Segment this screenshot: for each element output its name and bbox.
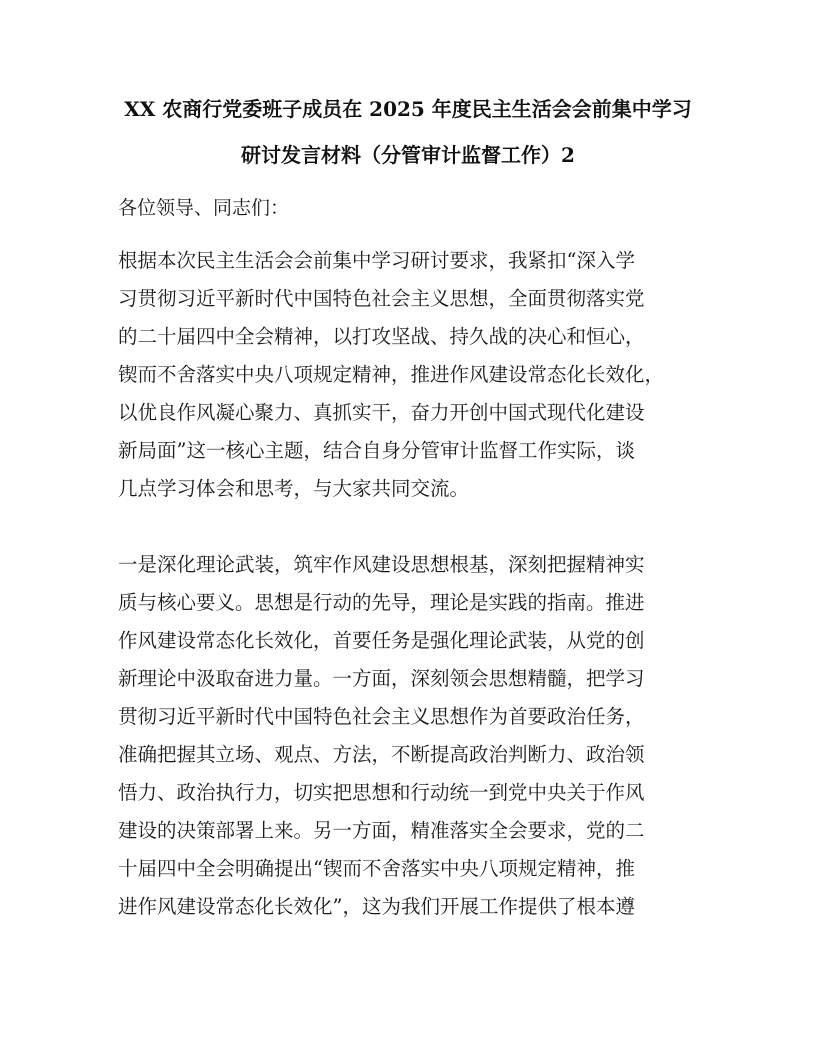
paragraph-line: 作风建设常态化长效化，首要任务是强化理论武装，从党的创 — [118, 629, 645, 652]
paragraph-line: 悟力、政治执行力，切实把思想和行动统一到党中央关于作风 — [118, 781, 645, 804]
paragraph-line: 的二十届四中全会精神，以打攻坚战、持久战的决心和恒心， — [118, 325, 645, 348]
paragraph-line: 锲而不舍落实中央八项规定精神，推进作风建设常态化长效化， — [118, 363, 665, 386]
paragraph-point-one — [118, 546, 718, 926]
paragraph-intro — [118, 242, 718, 508]
paragraph-line: 准确把握其立场、观点、方法，不断提高政治判断力、政治领 — [118, 743, 645, 766]
salutation: 各位领导、同志们： — [118, 197, 290, 219]
paragraph-line: 几点学习体会和思考，与大家共同交流。 — [118, 477, 470, 500]
paragraph-line: 新理论中汲取奋进力量。一方面，深刻领会思想精髓，把学习 — [118, 667, 645, 690]
paragraph-line: 一是深化理论武装，筑牢作风建设思想根基，深刻把握精神实 — [118, 553, 645, 576]
paragraph-line: 根据本次民主生活会会前集中学习研讨要求，我紧扣“深入学 — [118, 249, 635, 272]
paragraph-line: 建设的决策部署上来。另一方面，精准落实全会要求，党的二 — [118, 819, 645, 842]
paragraph-line: 贯彻习近平新时代中国特色社会主义思想作为首要政治任务， — [118, 705, 645, 728]
paragraph-line: 质与核心要义。思想是行动的先导，理论是实践的指南。推进 — [118, 591, 645, 614]
paragraph-line: 新局面”这一核心主题，结合自身分管审计监督工作实际，谈 — [118, 439, 635, 462]
paragraph-line: 进作风建设常态化长效化”，这为我们开展工作提供了根本遵 — [118, 895, 635, 918]
paragraph-line: 十届四中全会明确提出“锲而不舍落实中央八项规定精神，推 — [118, 857, 635, 880]
document-title-line-2: 研讨发言材料（分管审计监督工作）2 — [241, 143, 575, 167]
document-title-line-1: XX 农商行党委班子成员在 2025 年度民主生活会会前集中学习 — [124, 97, 692, 121]
paragraph-line: 以优良作风凝心聚力、真抓实干，奋力开创中国式现代化建设 — [118, 401, 645, 424]
paragraph-line: 习贯彻习近平新时代中国特色社会主义思想，全面贯彻落实党 — [118, 287, 645, 310]
